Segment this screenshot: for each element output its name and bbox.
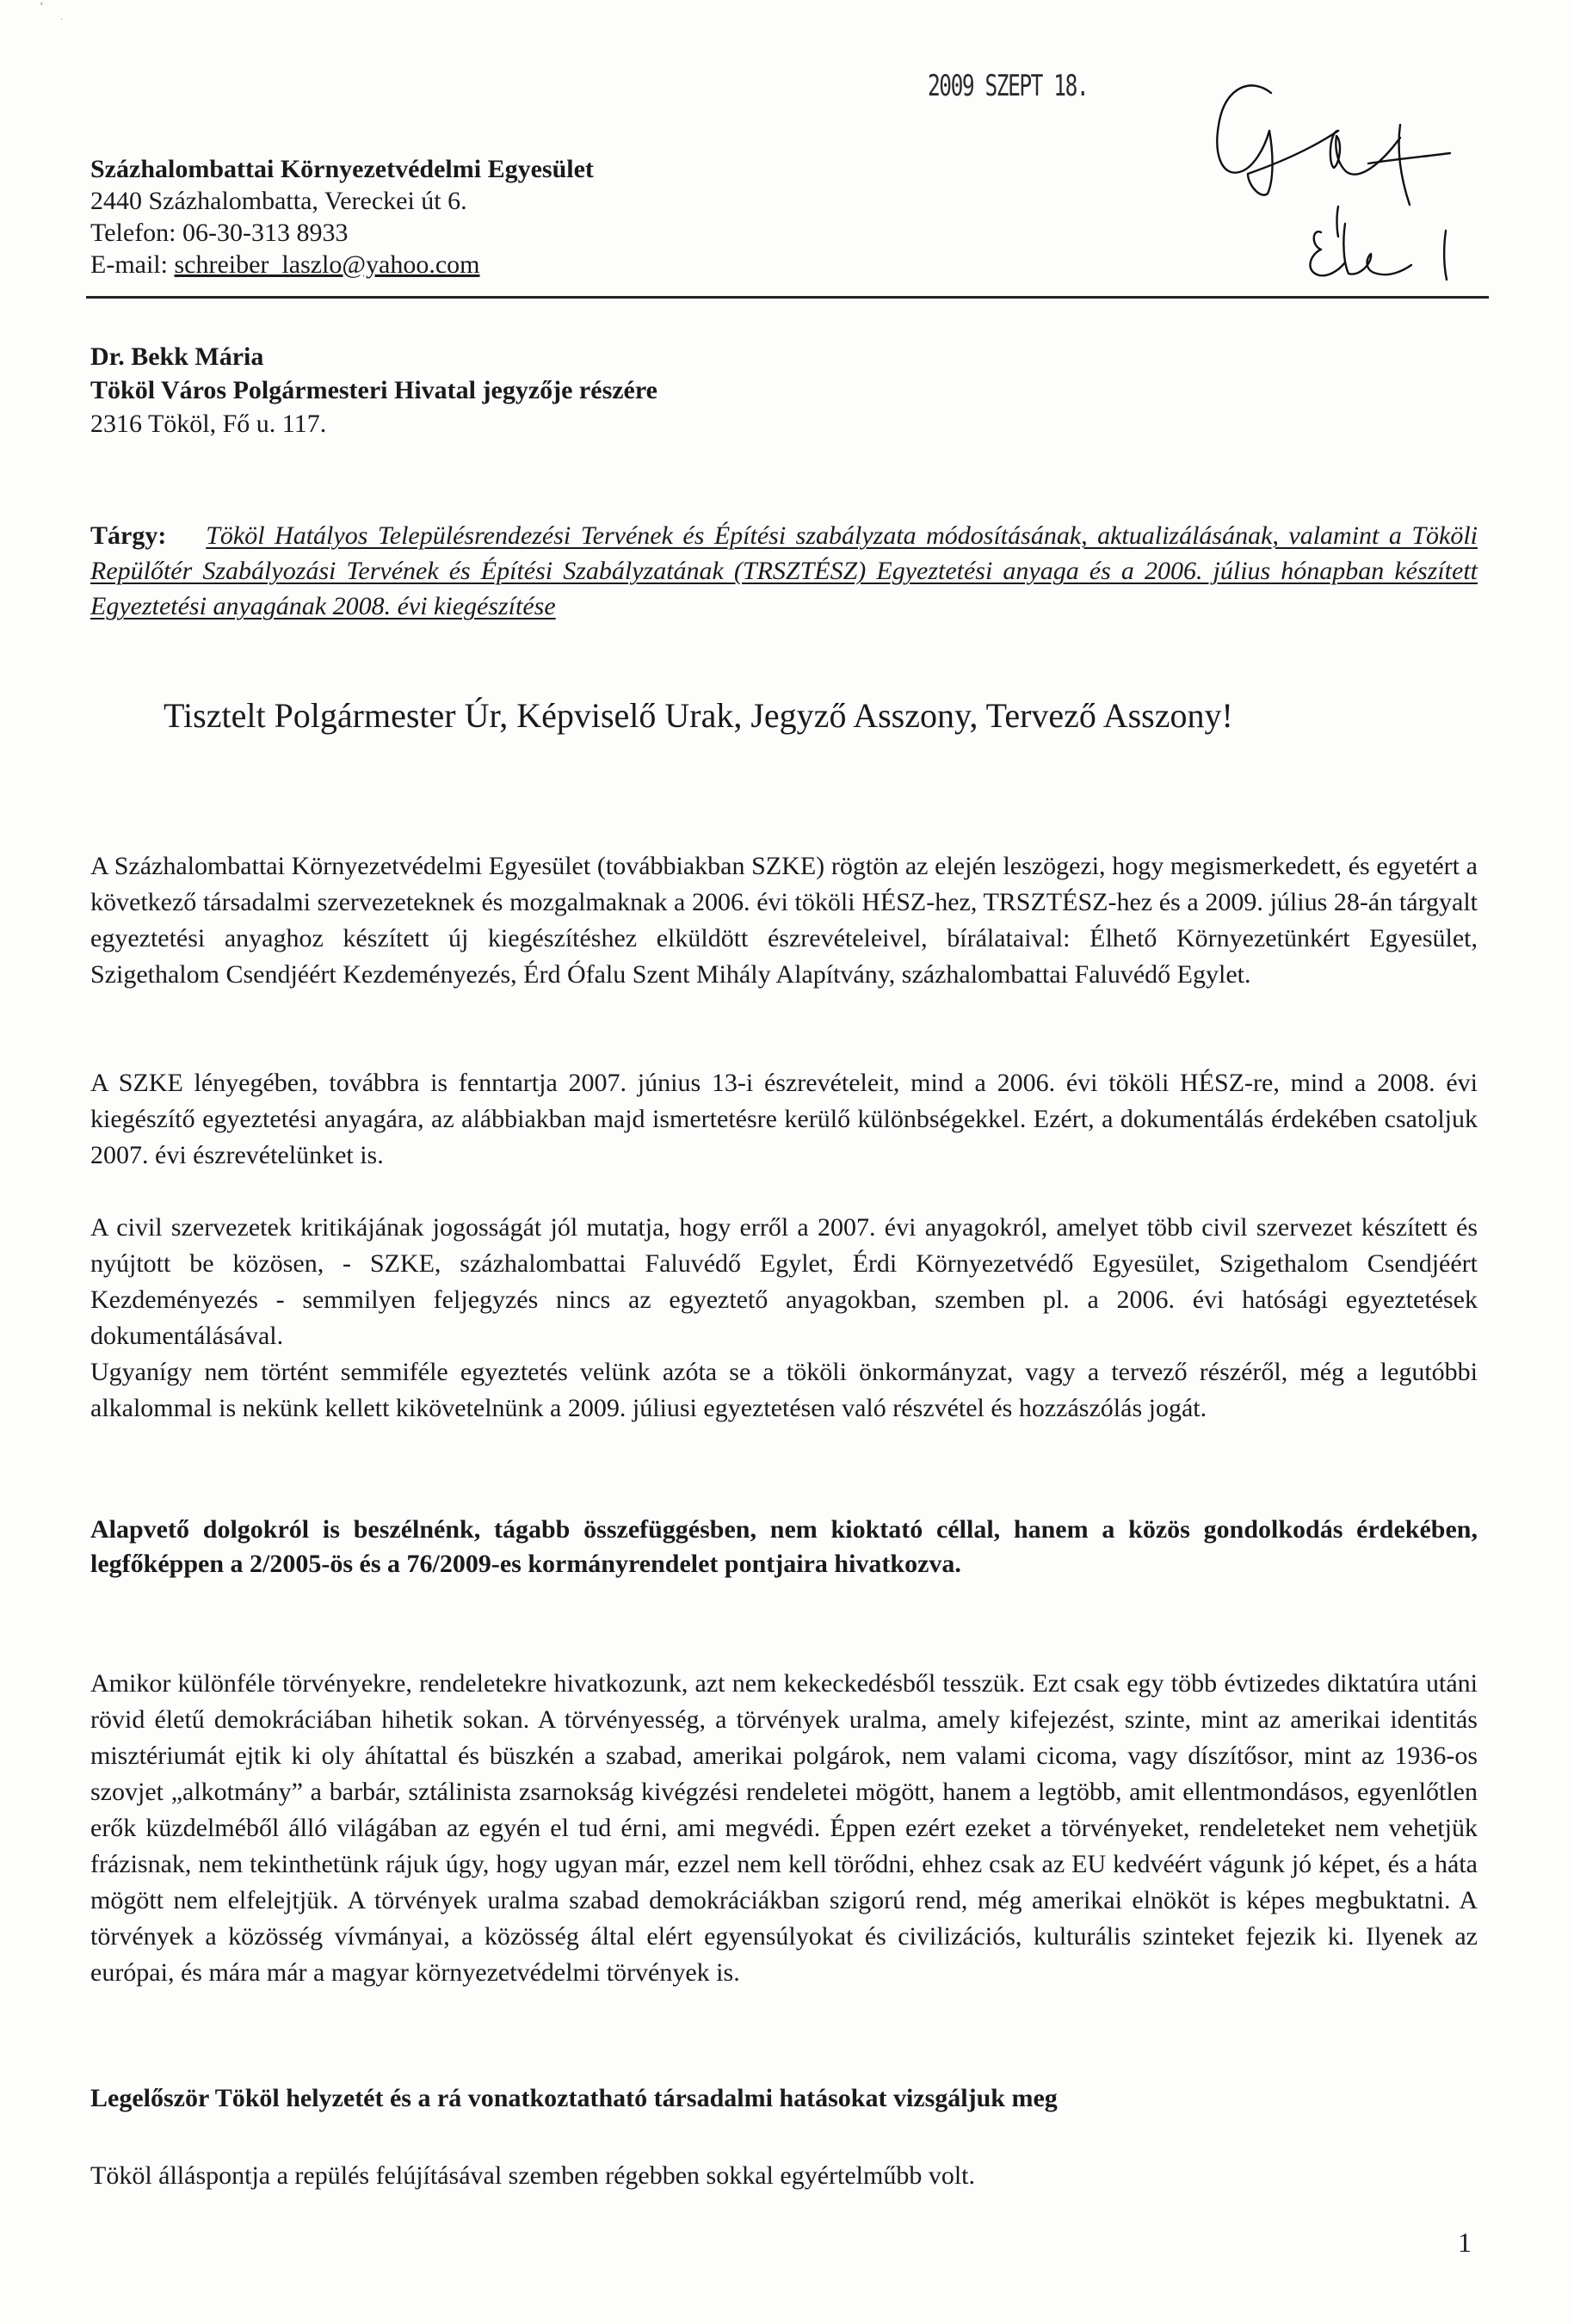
paragraph: Tököl álláspontja a repülés felújításával szemben régebben sokkal egyértelműbb volt. <box>90 2161 975 2190</box>
recipient-office: Tököl Város Polgármesteri Hivatal jegyzője részére <box>90 376 657 404</box>
scan-artifact: · <box>60 15 64 25</box>
paragraph: A civil szervezetek kritikájának jogosságát jól mutatja, hogy erről a 2007. évi anyagokról, amelyet több civil szervezet készített és nyújtott be közösen, - SZKE, százhalombattai Faluvédő Egylet, Érdi Környezetvédő Egyesület, Szigethalom Csendjéért Kezdeményezés - semmilyen feljegyzés nincs az egyeztető anyagokban, szemben pl. a 2006. évi hatósági egyeztetések dokumentálásával. <box>90 1213 1478 1350</box>
sender-block <box>90 153 594 280</box>
received-date-stamp: 2009 SZEPT 18. <box>928 69 1089 103</box>
paragraph: A Százhalombattai Környezetvédelmi Egyesület (továbbiakban SZKE) rögtön az elején leszögezi, hogy megismerkedett, és egyetért a következő társadalmi szervezeteknek és mozgalmaknak a 2006. évi tököli HÉSZ-hez, TRSZTÉSZ-hez és a 2009. július 28-án tárgyalt egyeztetési anyaghoz készített új kiegészítéshez elküldött észrevételeivel, bírálataival: Élhető Környezetünkért Egyesület, Szigethalom Csendjéért Kezdeményezés, Érd Ófalu Szent Mihály Alapítvány, százhalombattai Faluvédő Egylet. <box>90 852 1478 989</box>
section-heading: Legelőször Tököl helyzetét és a rá vonatkoztatható társadalmi hatásokat vizsgáljuk meg <box>90 2084 1058 2112</box>
sender-phone <box>90 217 594 249</box>
recipient-address: 2316 Tököl, Fő u. 117. <box>90 410 327 438</box>
subject-block <box>90 518 1478 624</box>
paragraph: Amikor különféle törvényekre, rendeletekre hivatkozunk, azt nem kekeckedésből tesszük. Ezt csak egy több évtizedes diktatúra utáni rövid életű demokráciában hihetik sokan. A törvényesség, a törvények uralma, amely kifejezést, szinte, mint az amerikai identitás misztériumát ejtik ki oly áhítattal és büszkén a szabad, amerikai polgárok, nem valami cicoma, vagy díszítősor, mint az 1936-os szovjet „alkotmány” a barbár, sztálinista zsarnokság kivégzési rendeletei mögött, hanem a legtöbb, amit ellentmondásos, egyenlőtlen erők küzdelméből álló világában az egyén el tud érni, ami megvédi. Éppen ezért ezeket a törvényeket, rendeleteket nem vehetjük frázisnak, nem tekinthetünk rájuk úgy, hogy ugyan már, ezzel nem kell törődni, ehhez csak az EU kedvéért vágunk jó képet, és a háta mögött nem elfelejtjük. A törvények uralma szabad demokráciákban szigorú rend, még amerikai elnököt is képes megbuktatni. A törvények a közösség vívmányai, a közösség által elért egyensúlyokat és civilizációs, kulturális szinteket fejezik ki. Ilyenek az európai, és mára már a magyar környezetvédelmi törvények is. <box>90 1669 1478 1987</box>
letterhead-divider <box>86 296 1489 299</box>
bold-paragraph: Alapvető dolgokról is beszélnénk, tágabb összefüggésben, nem kioktató céllal, hanem a közös gondolkodás érdekében, legfőképpen a 2/2005-ös és a 76/2009-es kormányrendelet pontjaira hivatkozva. <box>90 1515 1478 1578</box>
recipient-name: Dr. Bekk Mária <box>90 342 264 371</box>
scan-artifact: ʻ <box>40 0 44 13</box>
handwritten-annotation-icon <box>1201 77 1476 293</box>
sender-email <box>90 249 594 280</box>
paragraph: Ugyanígy nem történt semmiféle egyeztetés velünk azóta se a tököli önkormányzat, vagy a tervező részéről, még a legutóbbi alkalommal is nekünk kellett kikövetelnünk a 2009. júliusi egyeztetésen való részvétel és hozzászólás jogát. <box>90 1358 1478 1422</box>
page-number: 1 <box>1458 2227 1472 2258</box>
sender-organization: Százhalombattai Környezetvédelmi Egyesület <box>90 155 594 183</box>
recipient-block <box>90 340 657 441</box>
sender-address: 2440 Százhalombatta, Vereckei út 6. <box>90 187 467 215</box>
phone-number: 06-30-313 8933 <box>182 219 349 247</box>
subject-label: Tárgy: <box>90 521 167 550</box>
paragraph: A SZKE lényegében, továbbra is fenntartja 2007. június 13-i észrevételeit, mind a 2006. évi tököli HÉSZ-re, mind a 2008. évi kiegészítő egyeztetési anyagára, az alábbiakban majd ismertetésre kerülő különbségekkel. Ezért, a dokumentálás érdekében csatoljuk 2007. évi észrevételünket is. <box>90 1069 1478 1169</box>
salutation: Tisztelt Polgármester Úr, Képviselő Urak, Jegyző Asszony, Tervező Asszony! <box>164 696 1233 735</box>
phone-label: Telefon: <box>90 219 176 247</box>
subject-text: Tököl Hatályos Településrendezési Tervének és Építési szabályzata módosításának, aktualizálásának, valamint a Tököli Repülőtér Szabályozási Tervének és Építési Szabályzatának (TRSZTÉSZ) Egyeztetési anyaga és a 2006. július hónapban készített Egyeztetési anyagának 2008. évi kiegészítése <box>90 521 1478 620</box>
email-link[interactable]: schreiber_laszlo@yahoo.com <box>174 250 480 279</box>
email-label: E-mail: <box>90 250 168 279</box>
